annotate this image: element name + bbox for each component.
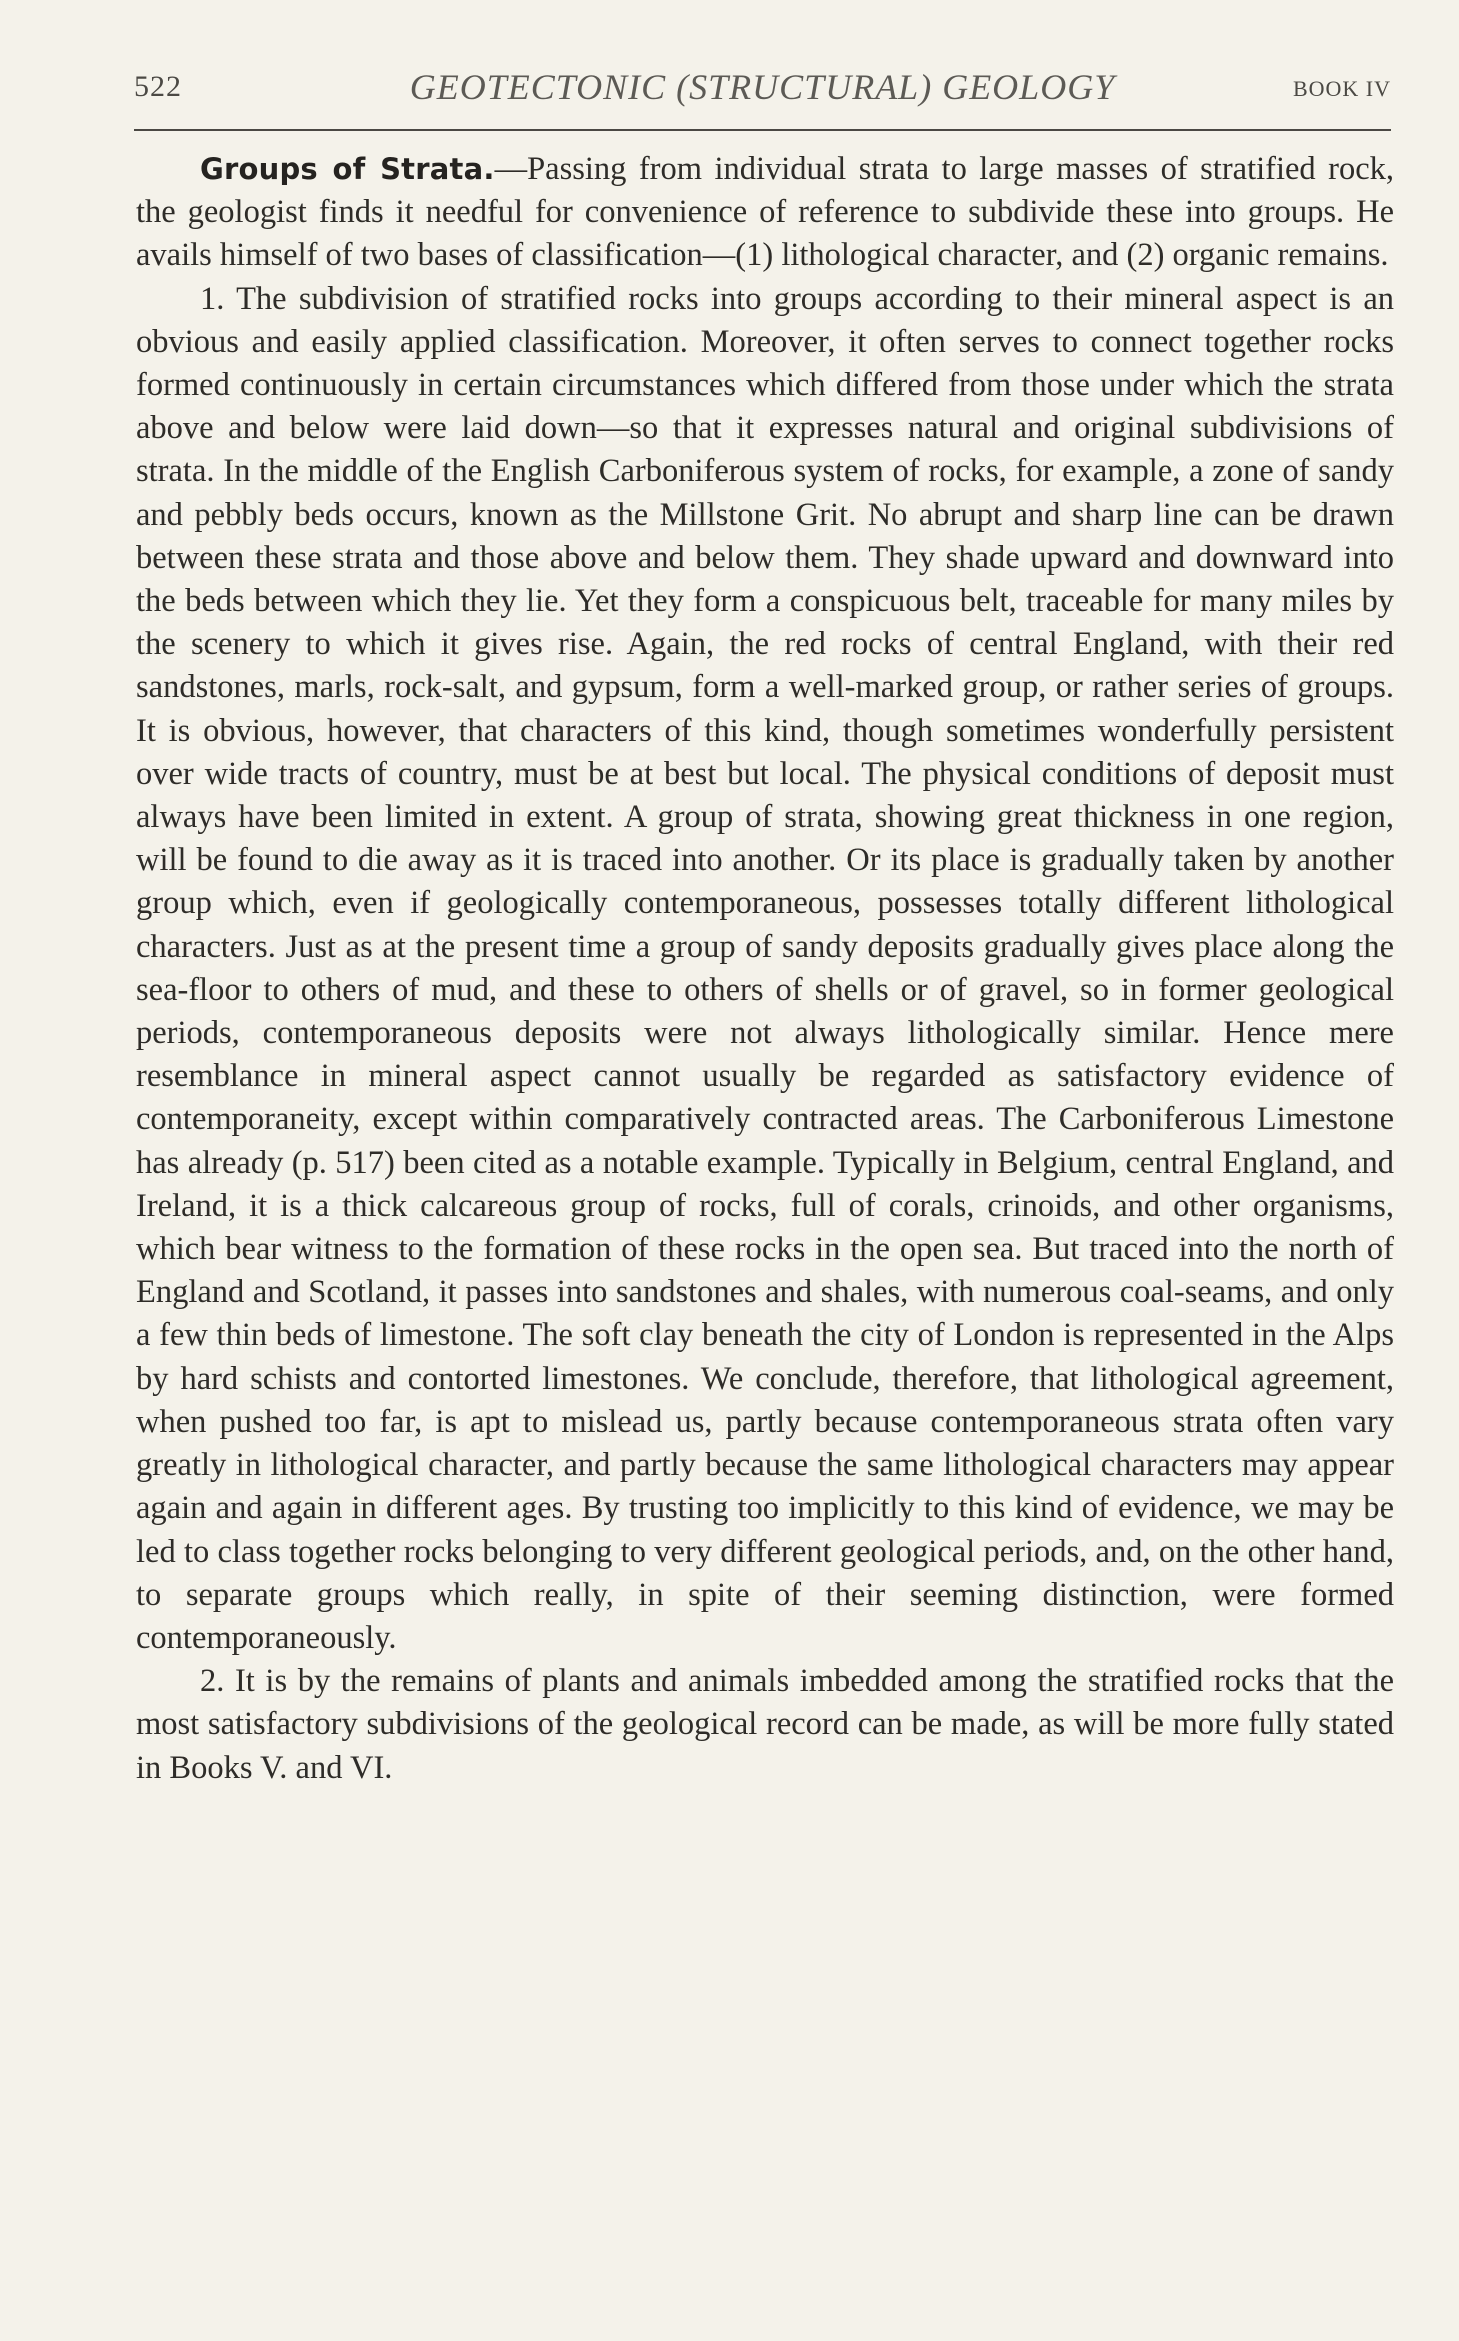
page-number: 522 bbox=[134, 70, 182, 103]
header-rule bbox=[134, 129, 1391, 131]
book-label: BOOK IV bbox=[1292, 76, 1391, 101]
section-heading: Groups of Strata. bbox=[200, 152, 495, 186]
paragraph-1: 1. The subdivision of stratified rocks into groups according to their mineral aspect is an obvious and easily applied classification. Moreover, it often serves to connect together rocks formed continuously in certain circumstances which differed from those under which the strata above and below were laid down—so that it expresses natural and original subdivisions of strata. In the middle of the English Carboniferous system of rocks, for example, a zone of sandy and pebbly beds occurs, known as the Millstone Grit. No abrupt and sharp line can be drawn between these strata and those above and below them. They shade upward and downward into the beds between which they lie. Yet they form a conspicuous belt, traceable for many miles by the scenery to which it gives rise. Again, the red rocks of central England, with their red sandstones, marls, rock-salt, and gypsum, form a well-marked group, or rather series of groups. It is obvious, however, that characters of this kind, though sometimes wonderfully persistent over wide tracts of country, must be at best but local. The physical conditions of deposit must always have been limited in extent. A group of strata, showing great thickness in one region, will be found to die away as it is traced into another. Or its place is gradually taken by another group which, even if geologically contemporaneous, possesses totally different lithological characters. Just as at the present time a group of sandy deposits gradually gives place along the sea-floor to others of mud, and these to others of shells or of gravel, so in former geological periods, contemporaneous deposits were not always lithologically similar. Hence mere resemblance in mineral aspect cannot usually be regarded as satisfactory evidence of contemporaneity, except within comparatively contracted areas. The Carboniferous Limestone has already (p. 517) been cited as a notable example. Typically in Belgium, central England, and Ireland, it is a thick calcareous group of rocks, full of corals, crinoids, and other organisms, which bear witness to the formation of these rocks in the open sea. But traced into the north of England and Scotland, it passes into sandstones and shales, with numerous coal-seams, and only a few thin beds of limestone. The soft clay beneath the city of London is represented in the Alps by hard schists and contorted limestones. We conclude, therefore, that lithological agreement, when pushed too far, is apt to mislead us, partly because contemporaneous strata often vary greatly in lithological character, and partly because the same lithological characters may appear again and again in different ages. By trusting too implicitly to this kind of evidence, we may be led to class together rocks belonging to very different geological periods, and, on the other hand, to separate groups which really, in spite of their seeming distinction, were formed contemporaneously. bbox=[136, 280, 1394, 1656]
running-title: GEOTECTONIC (STRUCTURAL) GEOLOGY bbox=[409, 67, 1116, 107]
intro-paragraph bbox=[136, 148, 1394, 278]
intro-text: —Passing from individual strata to large masses of stratified rock, the geologist finds it needful for convenience of reference to subdivide these into groups. He avails himself of two bases of classification—(1) lithological character, and (2) organic remains. bbox=[136, 151, 1394, 274]
running-head bbox=[134, 60, 1391, 110]
paragraph-2: 2. It is by the remains of plants and animals imbedded among the stratified rocks that the most satisfactory subdivisions of the geological record can be made, as will be more fully stated in Books V. and VI. bbox=[136, 1663, 1394, 1786]
body-text bbox=[136, 148, 1394, 1790]
